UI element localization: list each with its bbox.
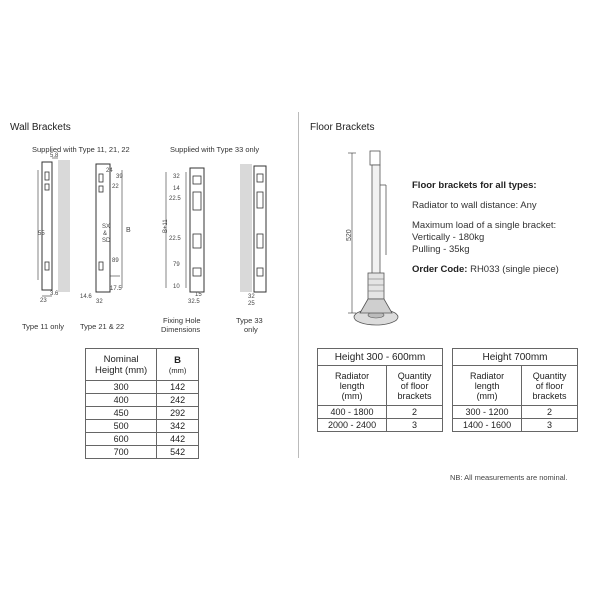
cell-b: 442 bbox=[157, 433, 199, 446]
order-code-value: RH033 (single piece) bbox=[467, 264, 559, 275]
table-row bbox=[86, 446, 199, 459]
bracket-body bbox=[254, 166, 266, 292]
dim-89: 89 bbox=[112, 258, 119, 264]
wall-brackets-title: Wall Brackets bbox=[10, 122, 71, 133]
caption-type-33: Type 33 bbox=[236, 316, 263, 325]
dim-b-plus-11: B+11 bbox=[163, 219, 169, 233]
table-title-row bbox=[318, 349, 443, 366]
dim-amp: & bbox=[103, 231, 108, 237]
bracket-type-11-drawing bbox=[28, 150, 88, 304]
fixing-hole-dimensions-drawing bbox=[160, 150, 220, 305]
cell-length: 400 - 1800 bbox=[318, 406, 387, 419]
floor-table-300-600 bbox=[317, 348, 443, 432]
bracket-column bbox=[372, 165, 380, 275]
dim-sx: SX bbox=[102, 224, 111, 230]
header-line: (mm) bbox=[476, 390, 498, 401]
header-line: length bbox=[339, 380, 365, 391]
cell-quantity: 2 bbox=[387, 406, 443, 419]
floor-bracket-info bbox=[412, 180, 597, 276]
floor-bracket-drawing bbox=[338, 145, 418, 345]
header-line: brackets bbox=[532, 390, 567, 401]
dim-32: 32 bbox=[96, 299, 103, 305]
table-row bbox=[86, 381, 199, 394]
header-quantity bbox=[522, 366, 578, 406]
info-heading: Floor brackets for all types: bbox=[412, 180, 537, 191]
cell-b: 342 bbox=[157, 420, 199, 433]
dim-23: 23 bbox=[40, 298, 47, 304]
dim-f-15: 15 bbox=[195, 292, 202, 298]
header-line: length bbox=[474, 380, 500, 391]
dim-f-22-5-top: 22.5 bbox=[169, 196, 181, 202]
floor-brackets-title: Floor Brackets bbox=[310, 122, 375, 133]
caption-fixing-hole: Fixing Hole bbox=[163, 316, 201, 325]
header-nominal: Nominal bbox=[103, 353, 139, 365]
table-row bbox=[86, 407, 199, 420]
header-line: Quantity bbox=[532, 370, 567, 381]
cell-height: 450 bbox=[86, 407, 157, 420]
bracket-body bbox=[190, 168, 204, 292]
dim-f-14: 14 bbox=[173, 186, 180, 192]
dim-sd: SD bbox=[102, 238, 111, 244]
header-quantity bbox=[387, 366, 443, 406]
dim-22: 22 bbox=[112, 184, 119, 190]
dim-3-6: 3.6 bbox=[50, 291, 59, 297]
header-line: of floor bbox=[535, 380, 564, 391]
cell-quantity: 3 bbox=[522, 419, 578, 432]
header-line: Radiator bbox=[470, 370, 505, 381]
wall-shading bbox=[58, 160, 70, 292]
info-pulling: Pulling - 35kg bbox=[412, 244, 470, 255]
info-load-title: Maximum load of a single bracket: bbox=[412, 220, 557, 231]
header-line: brackets bbox=[397, 390, 432, 401]
table-row bbox=[318, 406, 443, 419]
supplied-type-11-21-22-label: Supplied with Type 11, 21, 22 bbox=[32, 145, 130, 154]
dim-t-25: 25 bbox=[248, 301, 255, 307]
cell-quantity: 3 bbox=[387, 419, 443, 432]
dim-f-79: 79 bbox=[173, 262, 180, 268]
caption-type-33-only: only bbox=[244, 325, 258, 334]
info-vertically: Vertically - 180kg bbox=[412, 232, 485, 243]
dim-f-32-5: 32.5 bbox=[188, 299, 200, 305]
bracket-clip bbox=[370, 151, 380, 165]
header-radiator-length bbox=[453, 366, 522, 406]
cell-b: 542 bbox=[157, 446, 199, 459]
floor-table-700 bbox=[452, 348, 578, 432]
dim-5-8: 5.8 bbox=[50, 153, 59, 159]
bracket-type-33-drawing bbox=[228, 150, 288, 307]
bracket-body bbox=[42, 162, 52, 290]
caption-type-21-22: Type 21 & 22 bbox=[80, 322, 125, 331]
table-title: Height 700mm bbox=[453, 349, 578, 366]
header-b-unit: (mm) bbox=[168, 365, 187, 375]
caption-dimensions: Dimensions bbox=[161, 325, 201, 334]
header-b-label: B bbox=[174, 354, 182, 366]
header-line: of floor bbox=[400, 380, 429, 391]
cell-length: 2000 - 2400 bbox=[318, 419, 387, 432]
cell-quantity: 2 bbox=[522, 406, 578, 419]
cell-b: 242 bbox=[157, 394, 199, 407]
header-radiator-length bbox=[318, 366, 387, 406]
supplied-type-33-label: Supplied with Type 33 only bbox=[170, 145, 260, 154]
table-header-row bbox=[318, 366, 443, 406]
header-line: (mm) bbox=[341, 390, 363, 401]
table-header-row bbox=[86, 349, 199, 381]
dim-b: B bbox=[126, 227, 131, 234]
section-divider bbox=[298, 112, 299, 458]
caption-type-11-only: Type 11 only bbox=[22, 322, 64, 331]
bracket-type-21-22-drawing bbox=[80, 150, 148, 305]
cell-length: 300 - 1200 bbox=[453, 406, 522, 419]
wall-bracket-table bbox=[85, 348, 199, 459]
dim-24: 24 bbox=[106, 168, 113, 174]
info-distance: Radiator to wall distance: Any bbox=[412, 200, 537, 211]
cell-height: 300 bbox=[86, 381, 157, 394]
dim-39: 39 bbox=[116, 174, 123, 180]
cell-height: 700 bbox=[86, 446, 157, 459]
measurements-note: NB: All measurements are nominal. bbox=[450, 473, 568, 482]
table-title: Height 300 - 600mm bbox=[318, 349, 443, 366]
header-b bbox=[157, 349, 199, 381]
table-row bbox=[86, 433, 199, 446]
header-nominal-height bbox=[86, 349, 157, 381]
cell-length: 1400 - 1600 bbox=[453, 419, 522, 432]
table-row bbox=[318, 419, 443, 432]
dim-t-32: 32 bbox=[248, 294, 255, 300]
wall-shading bbox=[240, 164, 252, 292]
table-row bbox=[453, 406, 578, 419]
header-height-mm: Height (mm) bbox=[94, 364, 148, 376]
cell-b: 292 bbox=[157, 407, 199, 420]
dim-f-32: 32 bbox=[173, 174, 180, 180]
table-row bbox=[86, 420, 199, 433]
dim-17-5: 17.5 bbox=[110, 286, 122, 292]
header-line: Radiator bbox=[335, 370, 370, 381]
table-title-row bbox=[453, 349, 578, 366]
cell-height: 400 bbox=[86, 394, 157, 407]
dim-f-10: 10 bbox=[173, 284, 180, 290]
dim-14-6: 14.6 bbox=[80, 294, 92, 300]
dim-55: 55 bbox=[38, 231, 45, 237]
bracket-base bbox=[360, 299, 392, 313]
cell-b: 142 bbox=[157, 381, 199, 394]
dim-520: 520 bbox=[346, 229, 353, 241]
dim-f-22-5-mid: 22.5 bbox=[169, 236, 181, 242]
table-header-row bbox=[453, 366, 578, 406]
bracket-sleeve bbox=[368, 273, 384, 299]
header-line: Quantity bbox=[397, 370, 432, 381]
cell-height: 600 bbox=[86, 433, 157, 446]
cell-height: 500 bbox=[86, 420, 157, 433]
order-code-label: Order Code: bbox=[412, 264, 468, 275]
table-row bbox=[86, 394, 199, 407]
info-order-code bbox=[412, 264, 597, 276]
table-row bbox=[453, 419, 578, 432]
